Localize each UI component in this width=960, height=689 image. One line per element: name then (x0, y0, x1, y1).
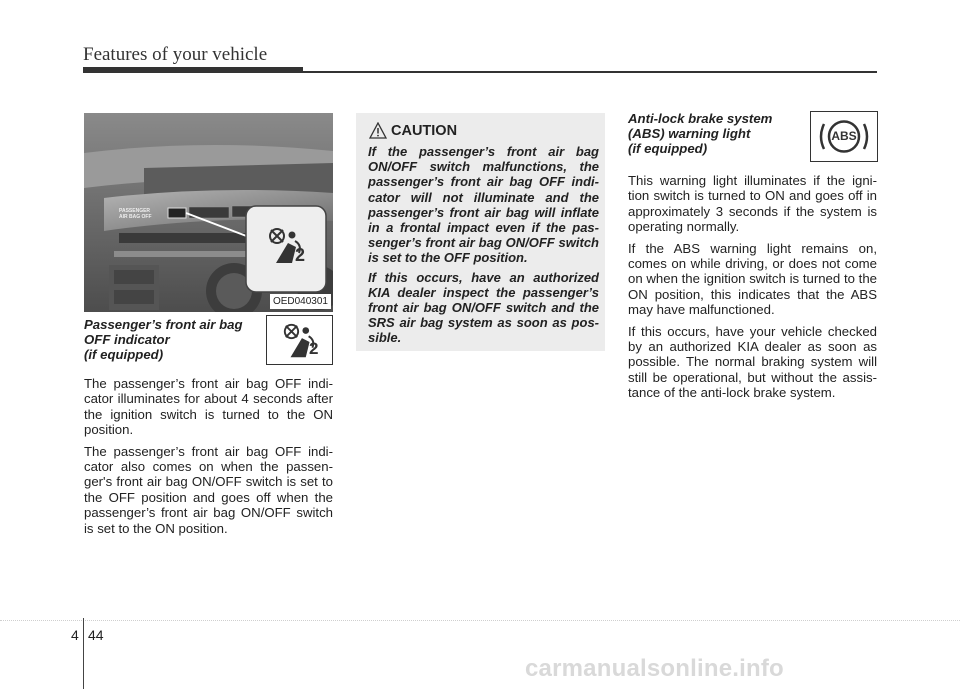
icon-number: 2 (309, 339, 319, 358)
paragraph: This warning light illuminates if the igni- tion switch is turned to ON and goes off in approximately 3 seconds if the system is operating normally. (628, 173, 877, 235)
airbag-indicator-body (84, 376, 333, 542)
paragraph: If this occurs, have your vehicle checked by an authorized KIA dealer as soon as possible. The normal braking system will still be operational, but without the assis- tance of the anti-lock brake system. (628, 323, 877, 401)
section-number: 4 (71, 627, 79, 643)
abs-warning-body (628, 173, 877, 407)
paragraph: If the ABS warning light remains on, comes on while driving, or does not come on when the ignition switch is turned to the ON position, this indicates that the ABS may have malfunctioned. (628, 240, 877, 318)
footer-dotted-rule (0, 620, 960, 621)
caution-box (356, 113, 605, 351)
airbag-indicator-subheading: Passenger’s front air bag OFF indicator (if equipped) (84, 317, 243, 362)
paragraph: The passenger’s front air bag OFF indi- cator also comes on when the passen- ger's front air bag ON/OFF switch is set to the OFF position and goes off when the passenger’s front air bag ON/OFF switch is set to the ON position. (84, 443, 333, 536)
dashboard-photo (84, 113, 333, 312)
paragraph: If this occurs, have an authorized KIA dealer inspect the passenger’s front air bag ON/OFF switch and the SRS air bag system as soon as pos- sible. (368, 269, 599, 346)
callout-number: 2 (295, 245, 306, 265)
abs-warning-subheading: Anti-lock brake system (ABS) warning light (if equipped) (628, 111, 773, 156)
caution-title: CAUTION (391, 123, 458, 139)
abs-warning-light-box (810, 111, 878, 162)
footer-divider (83, 618, 84, 689)
paragraph: The passenger’s front air bag OFF indi- cator illuminates for about 4 seconds after the ignition switch is turned to the ON position. (84, 376, 333, 438)
paragraph: If the passenger’s front air bag ON/OFF switch malfunctions, the passenger’s front air bag OFF indi- cator will not illuminate and the passenger’s front air bag will inflate in a frontal impact even if the pas- senger’s front air bag ON/OFF switch is set to the OFF position. (368, 144, 599, 266)
switch-label: PASSENGER AIR BAG OFF (119, 208, 152, 220)
watermark: carmanualsonline.info (525, 655, 784, 682)
airbag-off-indicator-box (266, 315, 333, 365)
warning-triangle-icon (369, 122, 387, 144)
photo-code: OED040301 (270, 294, 331, 309)
page-number: 44 (88, 627, 104, 643)
abs-icon-text: ABS (831, 129, 857, 143)
caution-body (368, 144, 599, 350)
header-rule (83, 71, 877, 73)
page-header-title: Features of your vehicle (83, 44, 268, 65)
